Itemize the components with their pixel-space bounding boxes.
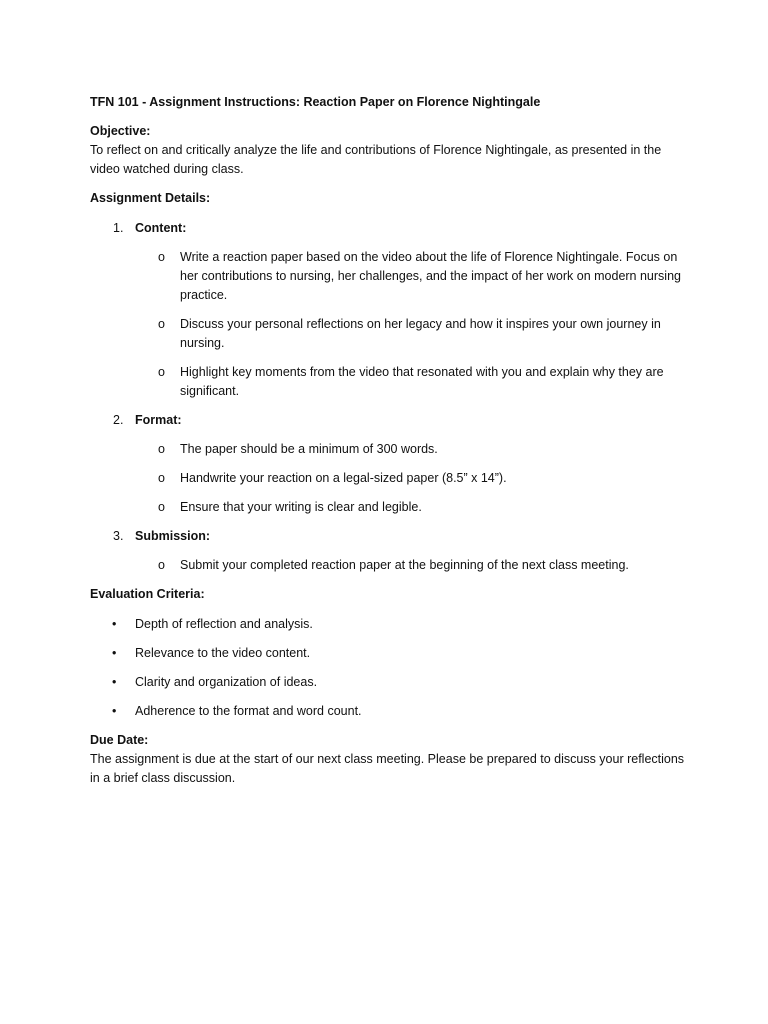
- circle-bullet-icon: o: [158, 317, 165, 331]
- sub-list: [135, 440, 690, 517]
- sub-list-item: [135, 498, 690, 517]
- sub-item-text: Handwrite your reaction on a legal-sized paper (8.5” x 14”).: [180, 471, 507, 485]
- circle-bullet-icon: o: [158, 558, 165, 572]
- evaluation-label: Evaluation Criteria:: [90, 587, 205, 601]
- item-number: 2.: [113, 413, 124, 427]
- circle-bullet-icon: o: [158, 500, 165, 514]
- sub-list-item: [135, 469, 690, 488]
- evaluation-list: [90, 615, 690, 721]
- details-section: [90, 189, 690, 575]
- sub-list-item: [135, 248, 690, 305]
- details-item-content: [90, 219, 690, 401]
- details-label: Assignment Details:: [90, 191, 211, 205]
- sub-item-text: Discuss your personal reflections on her legacy and how it inspires your own journey in nursing.: [180, 317, 661, 350]
- evaluation-item: [90, 615, 690, 634]
- bullet-icon: •: [112, 675, 117, 689]
- sub-item-text: Ensure that your writing is clear and legible.: [180, 500, 422, 514]
- evaluation-item-text: Clarity and organization of ideas.: [135, 675, 318, 689]
- sub-list: [135, 248, 690, 401]
- details-item-submission: [90, 527, 690, 575]
- evaluation-item: [90, 644, 690, 663]
- details-list: [90, 219, 690, 575]
- item-label: Format:: [135, 413, 182, 427]
- circle-bullet-icon: o: [158, 250, 165, 264]
- sub-item-text: Write a reaction paper based on the video about the life of Florence Nightingale. Focus on her contributions to nursing, her challenges, and the impact of her work on modern nursing practice.: [180, 250, 681, 302]
- due-date-section: [90, 731, 690, 788]
- objective-label: Objective:: [90, 124, 151, 138]
- item-number: 1.: [113, 221, 124, 235]
- sub-list-item: [135, 556, 690, 575]
- circle-bullet-icon: o: [158, 471, 165, 485]
- item-label: Content:: [135, 221, 187, 235]
- objective-section: [90, 122, 690, 179]
- sub-list: [135, 556, 690, 575]
- due-date-label: Due Date:: [90, 733, 149, 747]
- sub-item-text: The paper should be a minimum of 300 words.: [180, 442, 438, 456]
- circle-bullet-icon: o: [158, 442, 165, 456]
- sub-list-item: [135, 363, 690, 401]
- evaluation-item-text: Depth of reflection and analysis.: [135, 617, 313, 631]
- document-page: [90, 93, 690, 798]
- due-date-text: The assignment is due at the start of our next class meeting. Please be prepared to discuss your reflections in a brief class discussion.: [90, 752, 685, 785]
- evaluation-item: [90, 673, 690, 692]
- sub-list-item: [135, 440, 690, 459]
- details-item-format: [90, 411, 690, 517]
- evaluation-item-text: Adherence to the format and word count.: [135, 704, 362, 718]
- sub-item-text: Highlight key moments from the video that resonated with you and explain why they are significant.: [180, 365, 664, 398]
- bullet-icon: •: [112, 617, 117, 631]
- sub-item-text: Submit your completed reaction paper at the beginning of the next class meeting.: [180, 558, 629, 572]
- objective-text: To reflect on and critically analyze the life and contributions of Florence Nightingale, as presented in the video watched during class.: [90, 143, 662, 176]
- evaluation-item: [90, 702, 690, 721]
- bullet-icon: •: [112, 704, 117, 718]
- evaluation-item-text: Relevance to the video content.: [135, 646, 311, 660]
- sub-list-item: [135, 315, 690, 353]
- item-label: Submission:: [135, 529, 211, 543]
- circle-bullet-icon: o: [158, 365, 165, 379]
- item-number: 3.: [113, 529, 124, 543]
- document-title: TFN 101 - Assignment Instructions: Reaction Paper on Florence Nightingale: [90, 95, 541, 109]
- bullet-icon: •: [112, 646, 117, 660]
- evaluation-section: [90, 585, 690, 721]
